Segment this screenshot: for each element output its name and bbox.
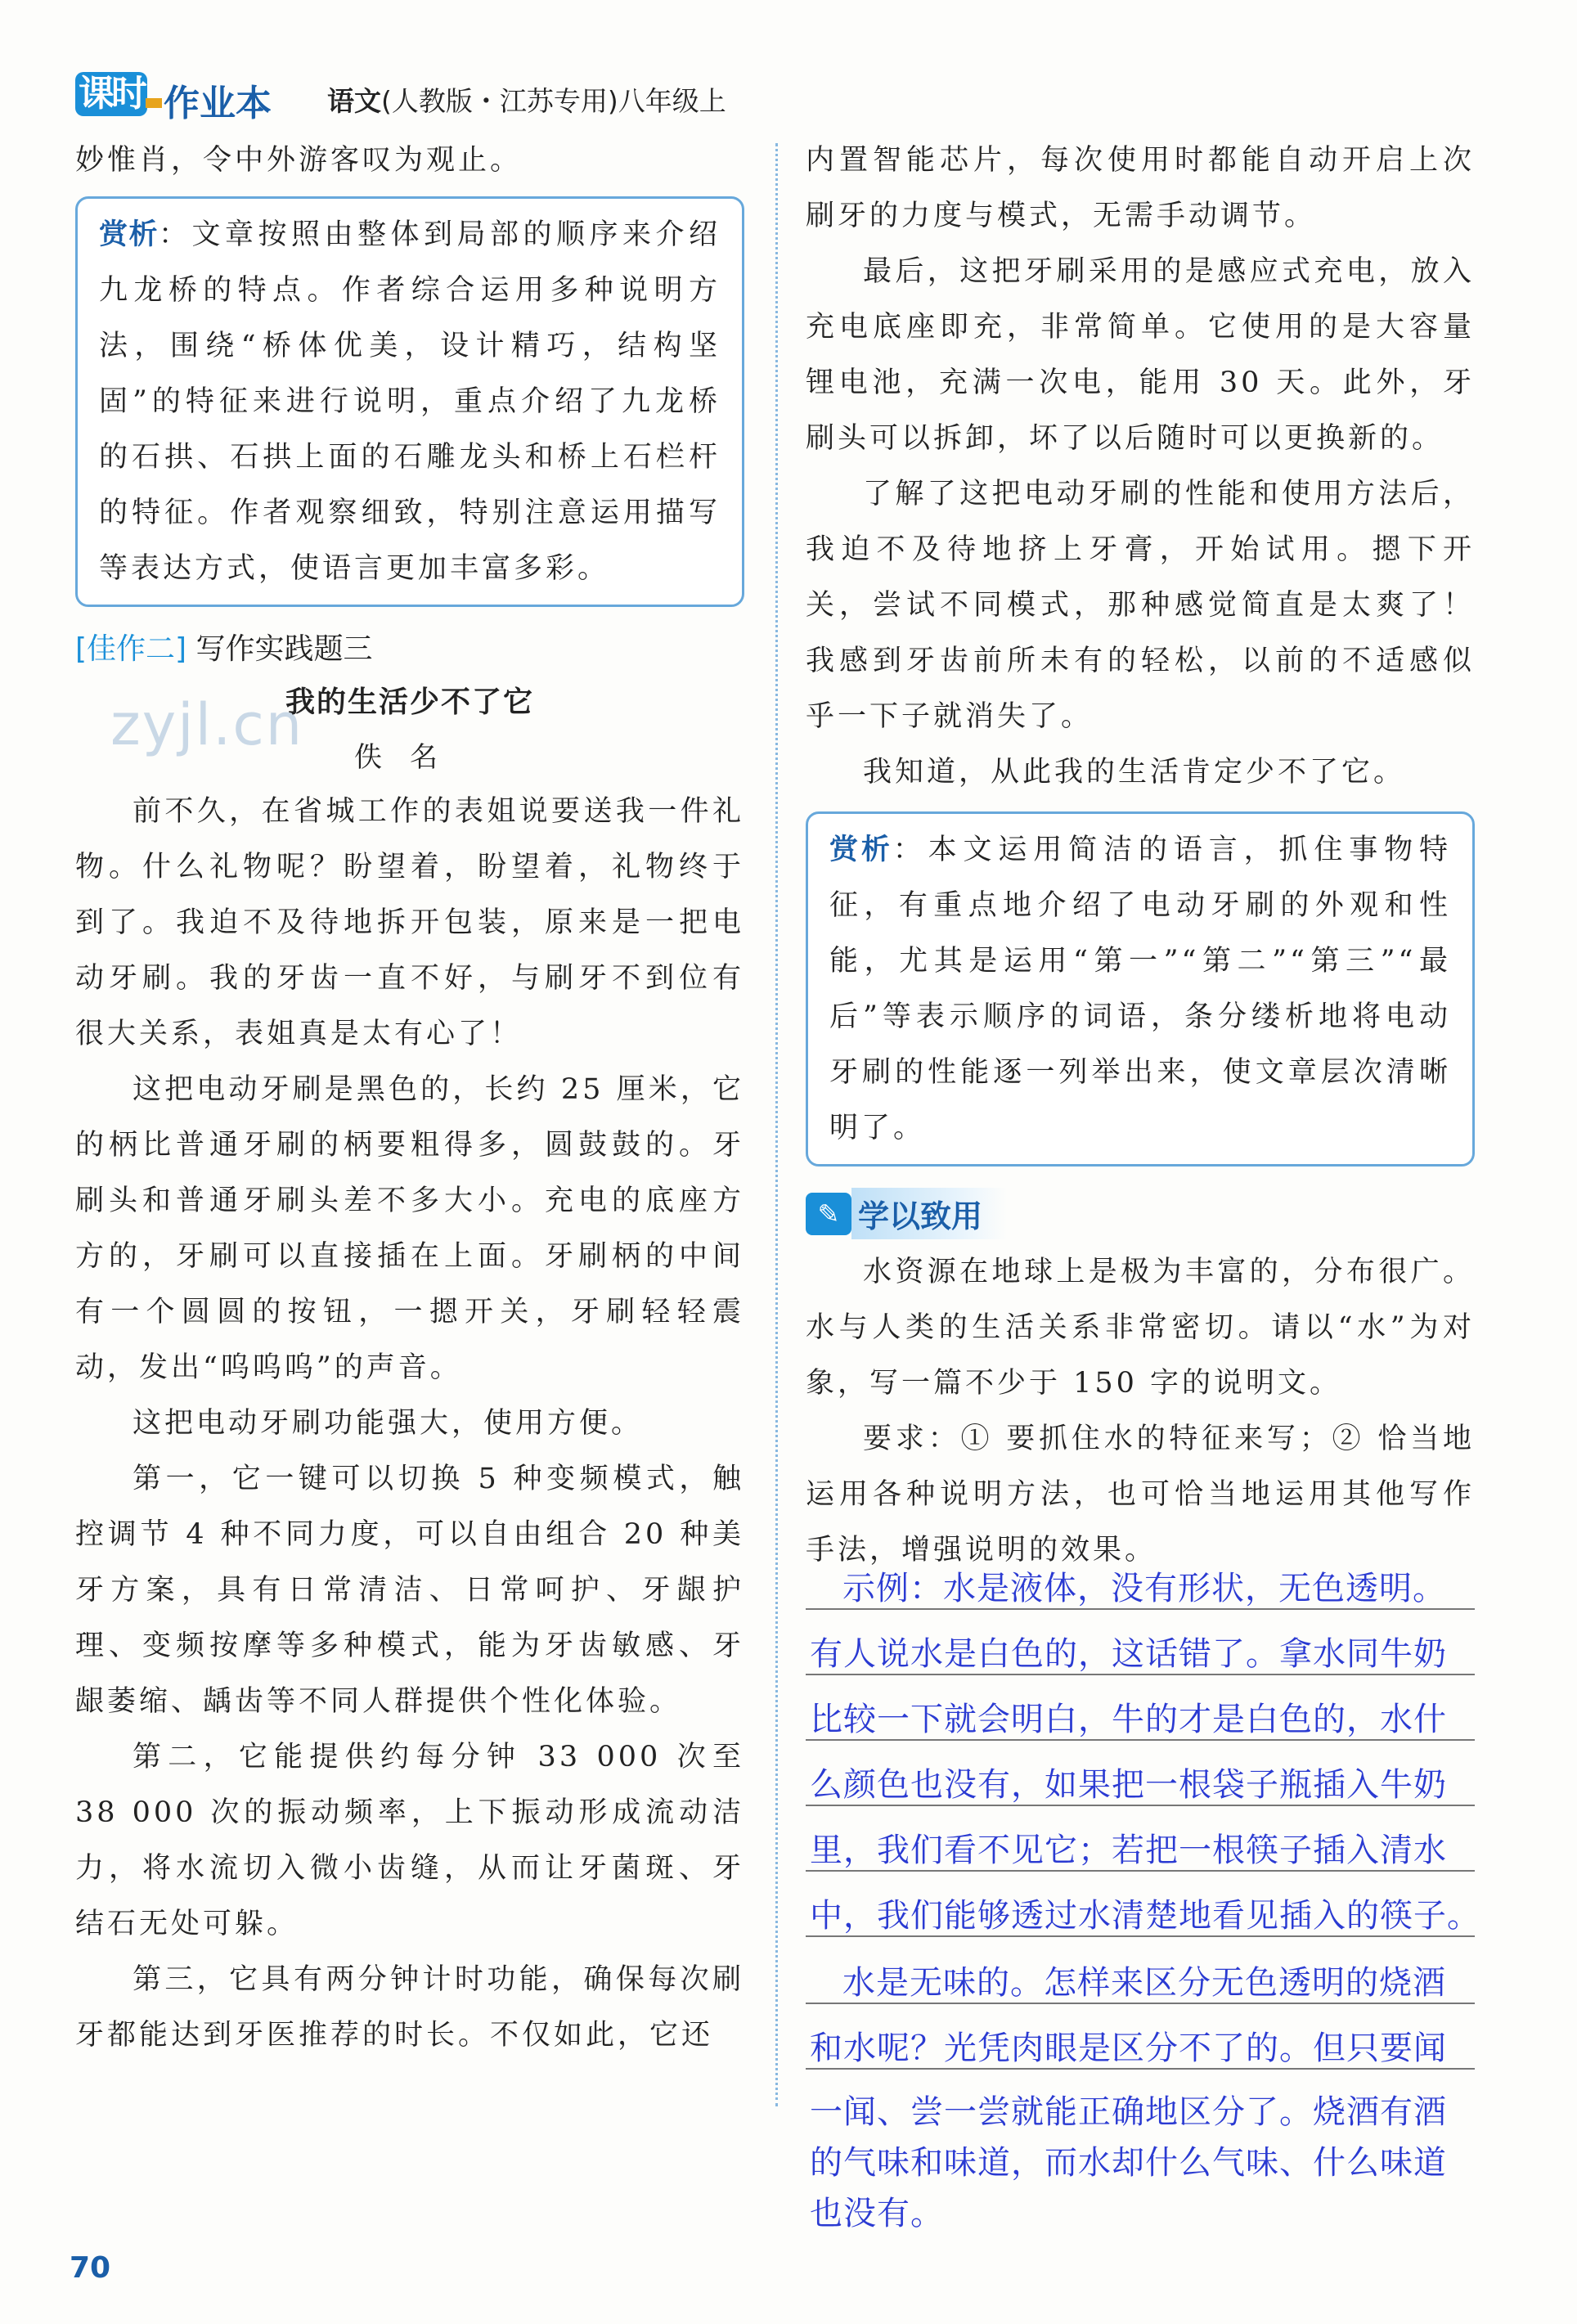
review-text: ：文章按照由整体到局部的顺序来介绍九龙桥的特点。作者综合运用多种说明方法，围绕“桥体优美，设计精巧，结构坚固”的特征来进行说明，重点介绍了九龙桥的石拱、石拱上面的石雕龙头和桥上石栏杆的特征。作者观察细致，特别注意运用描写等表达方式，使语言更加丰富多彩。 (99, 218, 721, 585)
review-box-2 (806, 811, 1475, 1166)
essay-paragraph: 这把电动牙刷功能强大，使用方便。 (133, 1407, 644, 1440)
answer-rule (806, 1935, 1475, 1937)
essay-tag: [佳作二] (75, 632, 187, 666)
essay-header (75, 625, 744, 674)
essay-paragraph: 第三，它具有两分钟计时功能，确保每次刷牙都能达到牙医推荐的时长。不仅如此，它还 (75, 1963, 744, 2052)
review-box-1 (75, 196, 744, 607)
answer-line: 也没有。 (810, 2195, 944, 2232)
answer-line: 的气味和味道，而水却什么气味、什么味道 (810, 2144, 1447, 2182)
answer-line: 一闻、尝一尝就能正确地区分了。烧酒有酒 (810, 2093, 1447, 2131)
page-number: 70 (70, 2251, 111, 2285)
review-text: ：本文运用简洁的语言，抓住事物特征，有重点地介绍了电动牙刷的外观和性能，尤其是运用“第一”“第二”“第三”“最后”等表示顺序的词语，条分缕析地将电动牙刷的性能逐一列举出来，使文章层次清晰明了。 (829, 834, 1451, 1144)
answer-line: 中，我们能够透过水清楚地看见插入的筷子。 (810, 1897, 1480, 1935)
answer-line: 比较一下就会明白，牛的才是白色的，水什 (810, 1701, 1447, 1738)
answer-line: 么颜色也没有，如果把一根袋子瓶插入牛奶 (810, 1766, 1447, 1804)
intro-line: 妙惟肖，令中外游客叹为观止。 (75, 144, 523, 177)
section-title: 学以致用 (851, 1188, 1007, 1239)
answer-rule (806, 2003, 1475, 2004)
essay-paragraph: 我知道，从此我的生活肯定少不了它。 (863, 756, 1406, 789)
answer-rule (806, 1674, 1475, 1675)
essay-paragraph-continued: 内置智能芯片，每次使用时都能自动开启上次刷牙的力度与模式，无需手动调节。 (806, 144, 1475, 232)
logo-badge: 课时 (75, 72, 147, 116)
essay-tag-text: 写作实践题三 (195, 632, 373, 666)
essay-title: 我的生活少不了它 (285, 686, 534, 719)
review-label: 赏析 (829, 834, 893, 866)
logo-accent (146, 98, 162, 108)
pencil-icon: ✎ (806, 1193, 851, 1235)
answer-line: 示例：水是液体，没有形状，无色透明。 (842, 1570, 1446, 1607)
header-subject (327, 80, 726, 119)
answer-line: 水是无味的。怎样来区分无色透明的烧酒 (842, 1964, 1446, 2002)
essay-paragraph: 这把电动牙刷是黑色的，长约 25 厘米，它的柄比普通牙刷的柄要粗得多，圆鼓鼓的。牙刷头和普通牙刷头差不多大小。充电的底座方方的，牙刷可以直接插在上面。牙刷柄的中间有一个圆圆的按钮，一摁开关，牙刷轻轻震动，发出“呜呜呜”的声音。 (75, 1073, 744, 1384)
edition: (人教版・江苏专用)八年级上 (381, 85, 726, 117)
exercise-prompt: 水资源在地球上是极为丰富的，分布很广。水与人类的生活关系非常密切。请以“水”为对象，写一篇不少于 150 字的说明文。 (806, 1256, 1475, 1400)
essay-author: 佚名 (354, 741, 465, 774)
right-column (806, 133, 1475, 1578)
essay-paragraph: 最后，这把牙刷采用的是感应式充电，放入充电底座即充，非常简单。它使用的是大容量锂电池，充满一次电，能用 30 天。此外，牙刷头可以拆卸，坏了以后随时可以更换新的。 (806, 255, 1475, 455)
answer-line: 和水呢？光凭肉眼是区分不了的。但只要闻 (810, 2030, 1447, 2067)
essay-paragraph: 第二，它能提供约每分钟 33 000 次至 38 000 次的振动频率，上下振动形成流动洁力，将水流切入微小齿缝，从而让牙菌斑、牙结石无处可躲。 (75, 1741, 744, 1940)
answer-rule (806, 1870, 1475, 1872)
essay-paragraph: 前不久，在省城工作的表姐说要送我一件礼物。什么礼物呢？盼望着，盼望着，礼物终于到了。我迫不及待地拆开包装，原来是一把电动牙刷。我的牙齿一直不好，与刷牙不到位有很大关系，表姐真是太有心了！ (75, 795, 744, 1050)
watermark: zyjl.cn (110, 691, 304, 758)
essay-paragraph: 了解了这把电动牙刷的性能和使用方法后，我迫不及待地挤上牙膏，开始试用。摁下开关，尝试不同模式，那种感觉简直是太爽了！我感到牙齿前所未有的轻松，以前的不适感似乎一下子就消失了。 (806, 478, 1475, 733)
answer-rule (806, 2068, 1475, 2070)
answer-rule (806, 1805, 1475, 1806)
answer-line: 有人说水是白色的，这话错了。拿水同牛奶 (810, 1635, 1447, 1673)
exercise-requirement: 要求：① 要抓住水的特征来写；② 恰当地运用各种说明方法，也可恰当地运用其他写作手法，增强说明的效果。 (806, 1423, 1475, 1567)
answer-rule (806, 1608, 1475, 1610)
answer-rule (806, 1739, 1475, 1741)
left-column (75, 133, 744, 2063)
logo-title: 作业本 (164, 83, 272, 124)
section-header (806, 1188, 1475, 1239)
subject-name: 语文 (327, 85, 381, 117)
essay-paragraph: 第一，它一键可以切换 5 种变频模式，触控调节 4 种不同力度，可以自由组合 20 种美牙方案，具有日常清洁、日常呵护、牙龈护理、变频按摩等多种模式，能为牙齿敏感、牙龈萎缩、龋齿等不同人群提供个性化体验。 (75, 1463, 744, 1718)
review-label: 赏析 (99, 218, 159, 251)
column-divider (775, 143, 778, 2106)
answer-line: 里，我们看不见它；若把一根筷子插入清水 (810, 1832, 1447, 1869)
